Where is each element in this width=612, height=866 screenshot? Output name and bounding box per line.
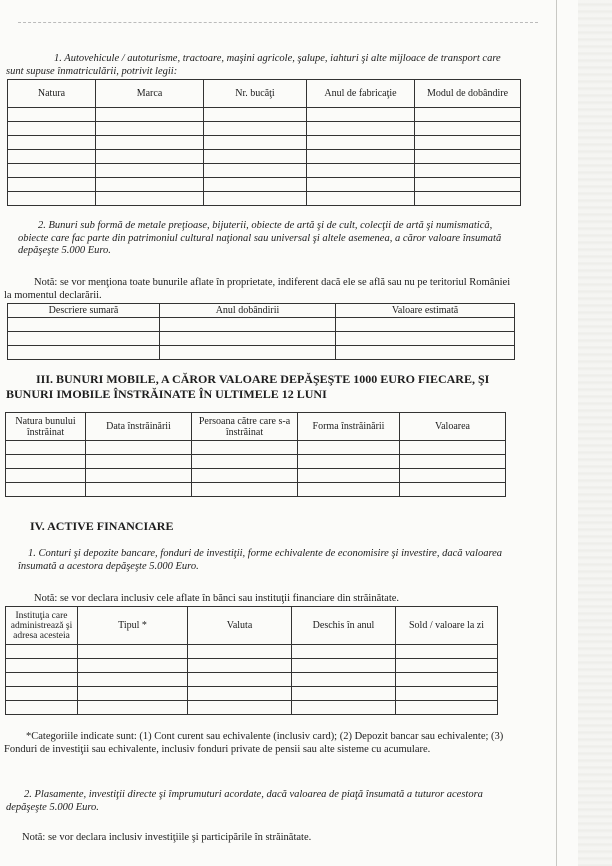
vehicles-intro: 1. Autovehicule / autoturisme, tractoare, maşini agricole, şalupe, iahturi şi alte mijloace de transport care sunt supuse înmatriculării, potrivit legii: [6, 53, 501, 77]
valuables-table [7, 303, 515, 360]
table-row [6, 645, 498, 659]
vehicles-col-modul-dobandire: Modul de dobândire [415, 80, 521, 108]
financial-col-valuta: Valuta [188, 607, 292, 645]
valuables-note: Notă: se vor menţiona toate bunurile aflate în proprietate, indiferent dacă ele se află sau nu pe teritoriul României la momentul declarării. [4, 277, 511, 301]
table-row [8, 136, 521, 150]
alienated-col-forma: Forma înstrăinării [298, 413, 400, 441]
table-row [8, 346, 515, 360]
table-row [6, 673, 498, 687]
table-row [8, 178, 521, 192]
vehicles-col-natura: Natura [8, 80, 96, 108]
financial-accounts-table [5, 606, 498, 715]
table-row [8, 122, 521, 136]
valuables-col-descriere: Descriere sumară [8, 304, 160, 318]
scan-edge [578, 0, 612, 866]
vehicles-col-anul-fabricatie: Anul de fabricaţie [307, 80, 415, 108]
alienated-col-data: Data înstrăinării [86, 413, 192, 441]
alienated-col-valoarea: Valoarea [400, 413, 506, 441]
table-row [6, 483, 506, 497]
table-row [6, 701, 498, 715]
financial-col-sold: Sold / valoare la zi [396, 607, 498, 645]
valuables-intro: 2. Bunuri sub formă de metale preţioase, bijuterii, obiecte de artă şi de cult, colecţii de artă şi numismatică, obiecte care fac parte din patrimoniul cultural naţional sau universal şi altele asemenea, a căror valoare însumată depăşeşte 5.000 Euro. [18, 220, 502, 256]
table-row [8, 164, 521, 178]
table-row [8, 150, 521, 164]
table-row [6, 687, 498, 701]
financial-col-tipul: Tipul * [78, 607, 188, 645]
section-four-heading: IV. ACTIVE FINANCIARE [30, 519, 174, 533]
investments-note: Notă: se vor declara inclusiv investiţiile şi participările în străinătate. [22, 832, 312, 843]
valuables-col-anul-dobandirii: Anul dobândirii [160, 304, 336, 318]
financial-footnote: *Categoriile indicate sunt: (1) Cont curent sau echivalente (inclusiv card); (2) Depozit bancar sau echivalente; (3) Fonduri de investiţii sau echivalente, inclusiv fonduri private de pensii sau alte sisteme cu acumulare. [4, 731, 504, 755]
valuables-col-valoare-estimata: Valoare estimată [336, 304, 515, 318]
table-row [6, 441, 506, 455]
table-row [6, 469, 506, 483]
alienated-col-natura: Natura bunului înstrăinat [6, 413, 86, 441]
table-row [8, 332, 515, 346]
alienated-assets-table [5, 412, 506, 497]
financial-col-institutia: Instituţia care administrează şi adresa acesteia [6, 607, 78, 645]
financial-col-deschis: Deschis în anul [292, 607, 396, 645]
table-row [8, 108, 521, 122]
table-row [8, 192, 521, 206]
page-fold-line [556, 0, 557, 866]
vehicles-table [7, 79, 521, 206]
top-divider [18, 22, 538, 23]
financial-note: Notă: se vor declara inclusiv cele aflate în bănci sau instituţii financiare din străinătate. [34, 593, 400, 604]
table-row [6, 455, 506, 469]
financial-intro: 1. Conturi şi depozite bancare, fonduri de investiţii, forme echivalente de economisire şi investire, dacă valoarea însumată a acestora depăşeşte 5.000 Euro. [18, 548, 503, 572]
section-three-heading: III. BUNURI MOBILE, A CĂROR VALOARE DEPĂŞEŞTE 1000 EURO FIECARE, ŞI BUNURI IMOBILE ÎNSTRĂINATE ÎN ULTIMELE 12 LUNI [6, 372, 490, 401]
investments-intro: 2. Plasamente, investiţii directe şi împrumuturi acordate, dacă valoarea de piaţă însumată a tuturor acestora depăşeşte 5.000 Euro. [6, 789, 483, 813]
table-row [8, 318, 515, 332]
table-row [6, 659, 498, 673]
vehicles-col-nr-bucati: Nr. bucăţi [204, 80, 307, 108]
alienated-col-persoana: Persoana către care s-a înstrăinat [192, 413, 298, 441]
vehicles-col-marca: Marca [96, 80, 204, 108]
